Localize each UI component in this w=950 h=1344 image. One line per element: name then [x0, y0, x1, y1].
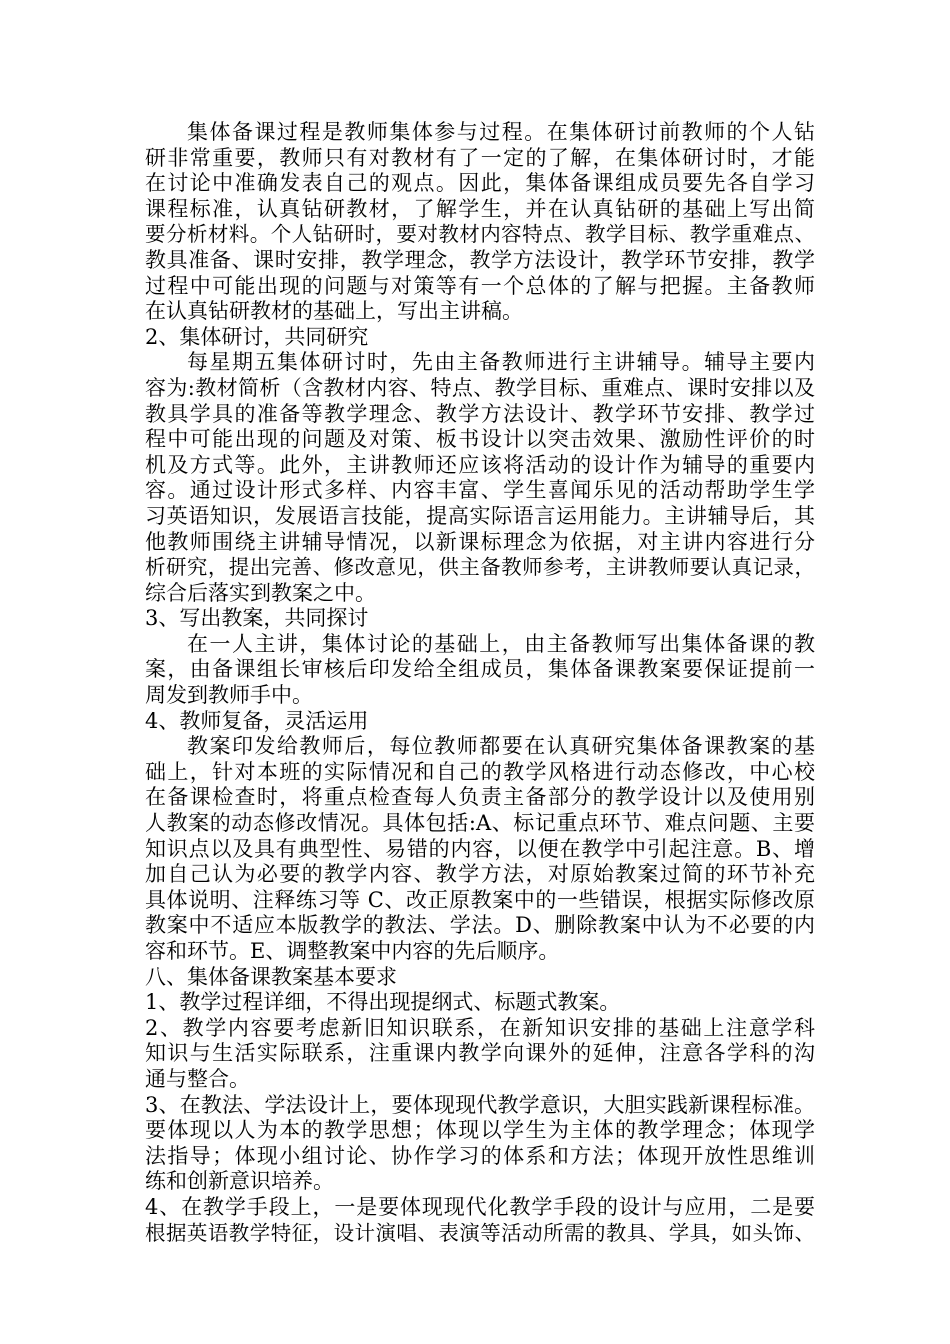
text-line: 教案印发给教师后，每位教师都要在认真研究集体备课教案的基	[187, 734, 815, 759]
text-line: 容为:教材简析（含教材内容、特点、教学目标、重难点、课时安排以及	[145, 375, 815, 400]
text-line: 八、集体备课教案基本要求	[145, 964, 397, 989]
text-line: 教案中不适应本版教学的教法、学法。D、删除教案中认为不必要的内	[145, 913, 815, 938]
text-line: 每星期五集体研讨时，先由主备教师进行主讲辅导。辅导主要内	[187, 350, 815, 375]
text-line: 4、教师复备，灵活运用	[145, 708, 369, 733]
text-line: 研非常重要，教师只有对教材有了一定的了解，在集体研讨时，才能	[145, 145, 815, 170]
text-line: 在备课检查时，将重点检查每人负责主备部分的教学设计以及使用别	[145, 785, 815, 810]
text-line: 1、教学过程详细，不得出现提纲式、标题式教案。	[145, 990, 621, 1015]
text-line: 3、在教法、学法设计上，要体现现代教学意识，大胆实践新课程标准。	[145, 1092, 815, 1117]
text-line: 在认真钻研教材的基础上，写出主讲稿。	[145, 299, 523, 324]
text-line: 要分析材料。个人钻研时，要对教材内容特点、教学目标、教学重难点、	[145, 222, 815, 247]
text-line: 课程标准，认真钻研教材，了解学生，并在认真钻研的基础上写出简	[145, 196, 815, 221]
text-line: 2、集体研讨，共同研究	[145, 324, 369, 349]
text-line: 教具准备、课时安排，教学理念，教学方法设计，教学环节安排，教学	[145, 247, 815, 272]
text-line: 容和环节。E、调整教案中内容的先后顺序。	[145, 939, 560, 963]
text-line: 机及方式等。此外，主讲教师还应该将活动的设计作为辅导的重要内	[145, 452, 815, 477]
text-line: 2、教学内容要考虑新旧知识联系，在新知识安排的基础上注意学科	[145, 1015, 815, 1040]
text-line: 加自己认为必要的教学内容、教学方法，对原始教案过简的环节补充	[145, 862, 815, 887]
text-line: 练和创新意识培养。	[145, 1169, 334, 1194]
text-line: 要体现以人为本的教学思想；体现以学生为主体的教学理念；体现学	[145, 1118, 815, 1143]
text-line: 人教案的动态修改情况。具体包括:A、标记重点环节、难点问题、主要	[145, 811, 815, 836]
text-line: 法指导；体现小组讨论、协作学习的体系和方法；体现开放性思维训	[145, 1143, 815, 1168]
text-line: 具体说明、注释练习等 C、改正原教案中的一些错误，根据实际修改原	[145, 887, 815, 912]
text-line: 容。通过设计形式多样、内容丰富、学生喜闻乐见的活动帮助学生学	[145, 478, 815, 503]
text-line: 在一人主讲，集体讨论的基础上，由主备教师写出集体备课的教	[187, 631, 815, 656]
text-line: 周发到教师手中。	[145, 683, 313, 708]
text-line: 案，由备课组长审核后印发给全组成员，集体备课教案要保证提前一	[145, 657, 815, 682]
document-body	[145, 120, 815, 1246]
text-line: 在讨论中准确发表自己的观点。因此，集体备课组成员要先各自学习	[145, 171, 815, 196]
text-line: 他教师围绕主讲辅导情况，以新课标理念为依据，对主讲内容进行分	[145, 529, 815, 554]
text-line: 习英语知识，发展语言技能，提高实际语言运用能力。主讲辅导后，其	[145, 503, 815, 528]
text-line: 综合后落实到教案之中。	[145, 580, 376, 605]
text-line: 3、写出教案，共同探讨	[145, 606, 369, 631]
text-line: 析研究，提出完善、修改意见，供主备教师参考，主讲教师要认真记录，	[145, 555, 815, 580]
text-line: 根据英语教学特征，设计演唱、表演等活动所需的教具、学具，如头饰、	[145, 1220, 815, 1245]
text-line: 通与整合。	[145, 1066, 250, 1091]
text-line: 知识与生活实际联系，注重课内教学向课外的延伸，注意各学科的沟	[145, 1041, 815, 1066]
text-line: 集体备课过程是教师集体参与过程。在集体研讨前教师的个人钻	[187, 120, 815, 144]
text-line: 程中可能出现的问题及对策、板书设计以突击效果、激励性评价的时	[145, 427, 815, 452]
text-line: 础上，针对本班的实际情况和自己的教学风格进行动态修改，中心校	[145, 759, 815, 784]
text-line: 4、在教学手段上，一是要体现现代化教学手段的设计与应用，二是要	[145, 1194, 815, 1219]
text-line: 知识点以及具有典型性、易错的内容，以便在教学中引起注意。B、增	[145, 836, 815, 861]
text-line: 过程中可能出现的问题与对策等有一个总体的了解与把握。主备教师	[145, 273, 815, 298]
text-line: 教具学具的准备等教学理念、教学方法设计、教学环节安排、教学过	[145, 401, 815, 426]
